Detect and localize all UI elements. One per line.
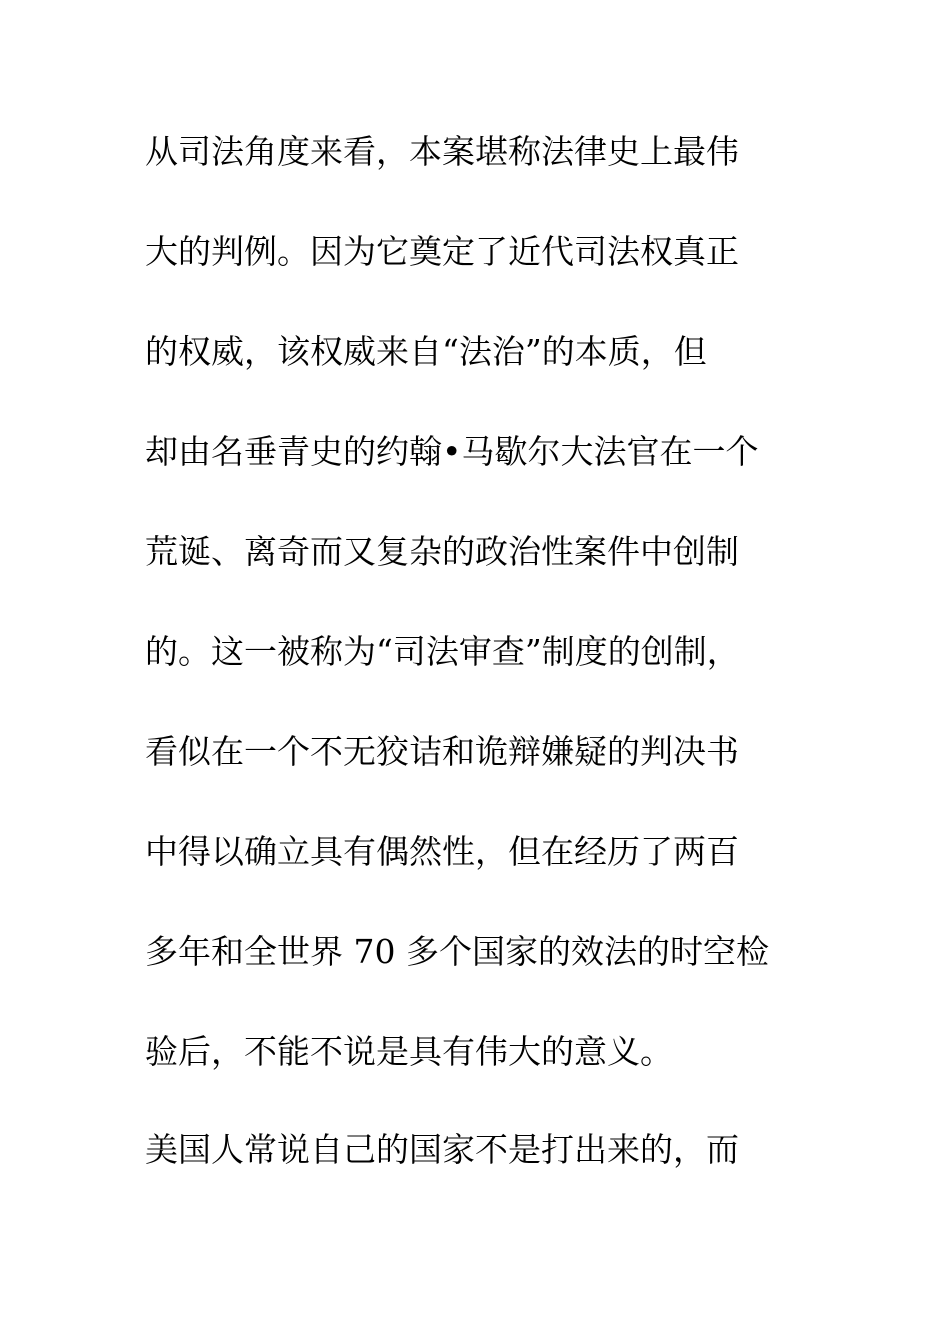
text-line: 多年和全世界 70 多个国家的效法的时空检: [145, 932, 769, 971]
text-line: 验后，不能不说是具有伟大的意义。: [145, 1032, 673, 1071]
text-line: 却由名垂青史的约翰•马歇尔大法官在一个: [145, 432, 759, 471]
text-line: 的。这一被称为“司法审查”制度的创制，: [145, 632, 740, 671]
text-line: 大的判例。因为它奠定了近代司法权真正: [145, 232, 739, 271]
text-line: 中得以确立具有偶然性，但在经历了两百: [145, 832, 739, 871]
text-line: 的权威，该权威来自“法治”的本质，但: [145, 332, 707, 371]
text-line: 美国人常说自己的国家不是打出来的，而: [145, 1130, 739, 1169]
text-line: 从司法角度来看，本案堪称法律史上最伟: [145, 132, 739, 171]
text-line: 看似在一个不无狡诘和诡辩嫌疑的判决书: [145, 732, 739, 771]
text-line: 荒诞、离奇而又复杂的政治性案件中创制: [145, 532, 739, 571]
